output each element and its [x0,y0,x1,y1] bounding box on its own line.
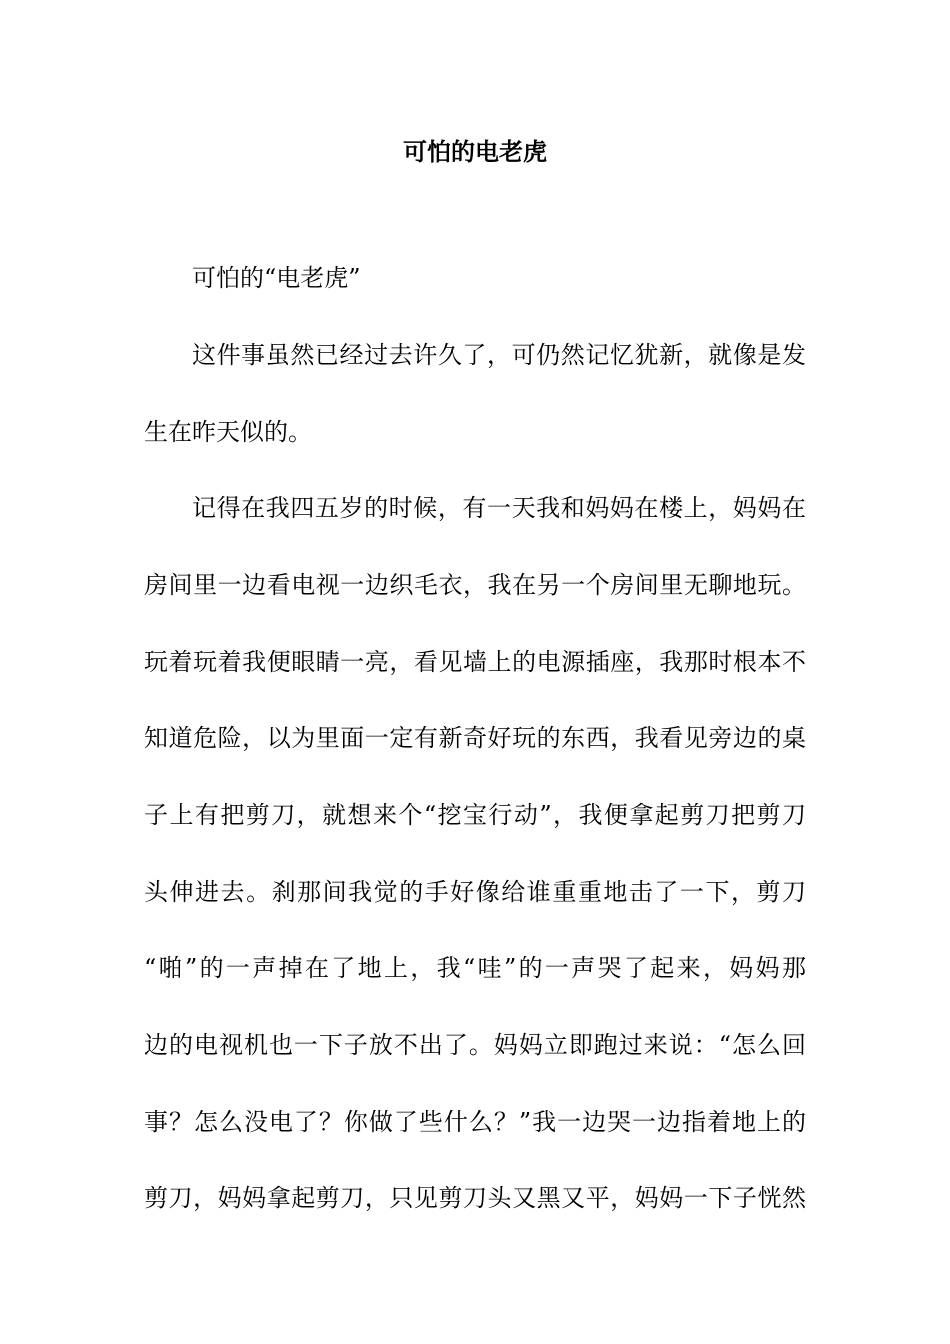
text-line: 事？怎么没电了？你做了些什么？”我一边哭一边指着地上的 [144,1108,806,1136]
text-line: 边的电视机也一下子放不出了。妈妈立即跑过来说：“怎么回 [144,1031,806,1059]
text-line: 玩着玩着我便眼睛一亮，看见墙上的电源插座，我那时根本不 [144,648,806,676]
text-line: 房间里一边看电视一边织毛衣，我在另一个房间里无聊地玩。 [144,571,806,599]
text-line: 知道危险，以为里面一定有新奇好玩的东西，我看见旁边的桌 [144,724,806,752]
text-line: 头伸进去。刹那间我觉的手好像给谁重重地击了一下，剪刀 [144,878,806,906]
text-line: 记得在我四五岁的时候，有一天我和妈妈在楼上，妈妈在 [192,494,806,522]
text-line: “啪”的一声掉在了地上，我“哇”的一声哭了起来，妈妈那 [144,954,806,982]
text-line: 这件事虽然已经过去许久了，可仍然记忆犹新，就像是发 [192,341,806,369]
text-line: 生在昨天似的。 [144,418,312,446]
text-line: 子上有把剪刀，就想来个“挖宝行动”，我便拿起剪刀把剪刀 [144,801,806,829]
text-line: 剪刀，妈妈拿起剪刀，只见剪刀头又黑又平，妈妈一下子恍然 [144,1184,806,1212]
document-title: 可怕的电老虎 [403,137,547,166]
paragraph-heading-line: 可怕的“电老虎” [192,264,361,292]
